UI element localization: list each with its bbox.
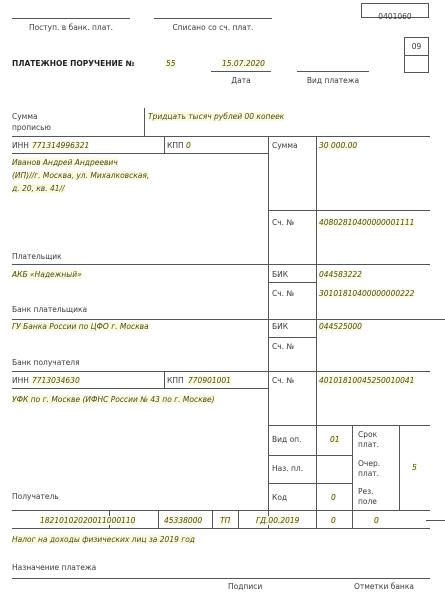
code-label: Код bbox=[272, 493, 288, 502]
payer-bank-account-label: Сч. № bbox=[272, 289, 295, 298]
date-label: Дата bbox=[231, 76, 251, 85]
payee-bank-label: Банк получателя bbox=[12, 358, 80, 367]
order-date: 15.07.2020 bbox=[222, 59, 265, 68]
payer-account-label: Сч. № bbox=[272, 218, 295, 227]
grid-vline-main bbox=[268, 136, 269, 528]
term-label-1: Срок bbox=[358, 430, 378, 439]
tax-divider-3 bbox=[212, 510, 213, 528]
payer-name-line-1: Иванов Андрей Андреевич bbox=[12, 158, 118, 167]
grid-vline-values-1 bbox=[316, 136, 317, 274]
order-number: 55 bbox=[166, 59, 176, 68]
payee-inn: 7713034630 bbox=[32, 376, 80, 385]
payer-bank-account: 30101810400000000222 bbox=[319, 289, 415, 298]
form-code: 0401060 bbox=[378, 12, 412, 21]
payee-account: 40101810045250010041 bbox=[319, 376, 415, 385]
tax-doc-date: 0 bbox=[374, 516, 379, 525]
payer-label: Плательщик bbox=[12, 252, 62, 261]
grid-line-9 bbox=[12, 388, 268, 389]
order-label-1: Очер. bbox=[358, 459, 381, 468]
tax-period: ГД.00.2019 bbox=[256, 516, 300, 525]
code-value: 0 bbox=[331, 493, 336, 502]
payer-bank-bik-label: БИК bbox=[272, 270, 289, 279]
grid-line-3 bbox=[268, 210, 430, 211]
grid-line-7 bbox=[268, 337, 316, 338]
grid-line-14 bbox=[12, 528, 430, 529]
grid-line-11 bbox=[268, 455, 352, 456]
signatures-label: Подписи bbox=[228, 582, 263, 591]
payee-label: Получатель bbox=[12, 492, 59, 501]
payer-inn-kpp-divider bbox=[164, 136, 165, 153]
amount-words-label-1: Сумма bbox=[12, 112, 38, 121]
tax-kbk: 18210102020011000110 bbox=[40, 516, 136, 525]
grid-line-13 bbox=[12, 510, 430, 511]
payment-type-line bbox=[297, 71, 369, 72]
form-code-box bbox=[361, 3, 429, 21]
payee-kpp: 770901001 bbox=[188, 376, 231, 385]
grid-line-15 bbox=[12, 578, 430, 579]
payee-account-label: Сч. № bbox=[272, 376, 295, 385]
received-label: Поступ. в банк. плат. bbox=[28, 23, 114, 32]
date-line bbox=[211, 71, 271, 72]
details-divider-2 bbox=[399, 425, 400, 510]
tax-divider-2 bbox=[158, 510, 159, 528]
grid-line-12 bbox=[268, 483, 352, 484]
priority-code: 09 bbox=[411, 42, 422, 51]
payee-bank-account-label: Сч. № bbox=[272, 342, 295, 351]
purpose-text: Налог на доходы физических лиц за 2019 год bbox=[12, 535, 195, 544]
grid-vline-values-3 bbox=[316, 371, 317, 528]
payee-kpp-label: КПП bbox=[167, 376, 184, 385]
tax-divider-6 bbox=[352, 510, 353, 528]
tax-doc-number: 0 bbox=[331, 516, 336, 525]
payee-name: УФК по г. Москве (ИФНС России № 43 по г. Москве) bbox=[12, 395, 215, 404]
tax-divider-4 bbox=[238, 510, 239, 528]
payer-name-line-2: (ИП)//г. Москва, ул. Михалковская, bbox=[12, 171, 150, 180]
grid-vline-values-2 bbox=[316, 264, 317, 371]
amount-words-divider bbox=[144, 108, 145, 136]
tax-divider-5 bbox=[316, 510, 317, 528]
grid-line-1 bbox=[12, 136, 430, 137]
bank-marks-label: Отметки банка bbox=[354, 582, 414, 591]
payer-bank-bik: 044583222 bbox=[319, 270, 362, 279]
payer-bank-name: АКБ «Надежный» bbox=[12, 270, 82, 279]
sum-value: 30 000.00 bbox=[319, 141, 358, 150]
priority-box-divider bbox=[404, 55, 429, 56]
payee-bank-bik: 044525000 bbox=[319, 322, 362, 331]
op-type: 01 bbox=[330, 435, 340, 444]
debited-label: Списано со сч. плат. bbox=[172, 23, 254, 32]
payment-order: 5 bbox=[412, 463, 417, 472]
grid-line-5 bbox=[268, 282, 316, 283]
payer-kpp-label: КПП bbox=[167, 141, 184, 150]
payer-bank-label: Банк плательщика bbox=[12, 305, 88, 314]
op-type-label: Вид оп. bbox=[272, 435, 302, 444]
payer-kpp: 0 bbox=[186, 141, 191, 150]
grid-line-4 bbox=[12, 264, 430, 265]
payer-inn: 771314996321 bbox=[32, 141, 90, 150]
tax-basis: ТП bbox=[220, 516, 231, 525]
grid-line-2 bbox=[12, 153, 268, 154]
payee-inn-label: ИНН bbox=[12, 376, 29, 385]
purpose-code-label: Наз. пл. bbox=[272, 464, 304, 473]
payer-account: 40802810400000001111 bbox=[319, 218, 415, 227]
reserve-label-2: поле bbox=[358, 497, 377, 506]
sum-label: Сумма bbox=[272, 141, 298, 150]
reserve-label-1: Рез. bbox=[358, 487, 374, 496]
tax-oktmo: 45338000 bbox=[164, 516, 203, 525]
grid-line-8 bbox=[12, 371, 430, 372]
payee-bank-name: ГУ Банка России по ЦФО г. Москва bbox=[12, 322, 149, 331]
payee-bank-bik-label: БИК bbox=[272, 322, 289, 331]
purpose-label: Назначение платежа bbox=[12, 563, 97, 572]
term-label-2: плат. bbox=[358, 440, 380, 449]
received-line bbox=[12, 18, 130, 19]
amount-words-value: Тридцать тысяч рублей 00 копеек bbox=[148, 112, 285, 121]
amount-words-label-2: прописью bbox=[12, 123, 51, 132]
payee-inn-kpp-divider bbox=[164, 371, 165, 388]
payment-type-label: Вид платежа bbox=[306, 76, 360, 85]
tax-row-tick bbox=[426, 520, 445, 521]
grid-line-10 bbox=[268, 425, 430, 426]
debited-line bbox=[154, 18, 272, 19]
grid-line-6 bbox=[12, 319, 445, 320]
payer-inn-label: ИНН bbox=[12, 141, 29, 150]
details-divider-1 bbox=[352, 425, 353, 510]
order-label-2: плат. bbox=[358, 469, 380, 478]
payer-name-line-3: д. 20, кв. 41// bbox=[12, 184, 65, 193]
form-title: ПЛАТЕЖНОЕ ПОРУЧЕНИЕ № bbox=[12, 59, 135, 68]
